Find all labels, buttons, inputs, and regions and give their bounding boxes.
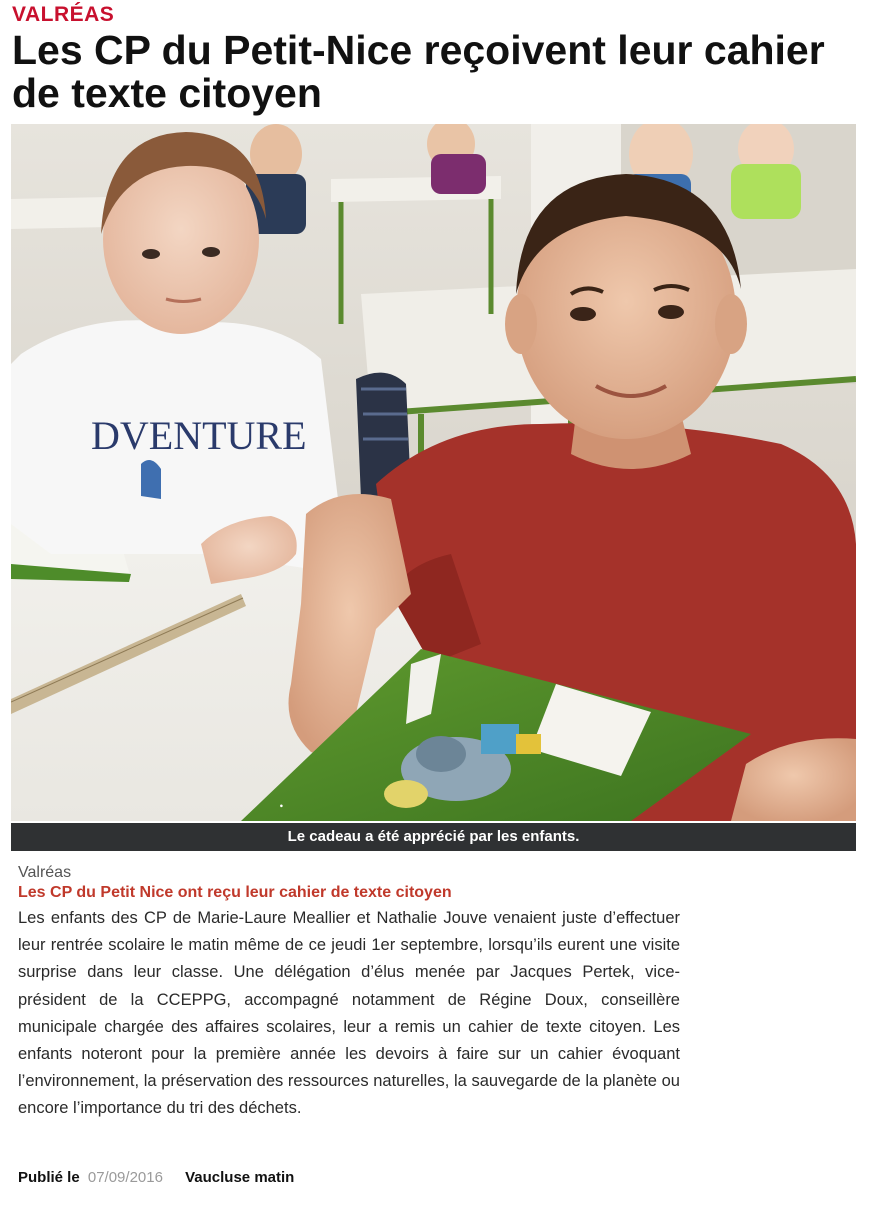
section-kicker: VALRÉAS [12,3,115,26]
tshirt-print: DVENTURE [91,413,307,458]
article-photo [11,124,856,821]
photo-caption: Le cadeau a été apprécié par les enfants. [11,823,856,851]
article-subheadline: Les CP du Petit Nice ont reçu leur cahier de texte citoyen [18,884,452,901]
published-label: Publié le [18,1169,80,1186]
source-name: Vaucluse matin [185,1169,295,1186]
article-body: Les enfants des CP de Marie-Laure Meallier et Nathalie Jouve venaient juste d’effectuer leur rentrée scolaire le matin même de ce jeudi 1er septembre, lorsqu’ils eurent une visite surprise dans leur classe. Une délégation d’élus menée par Jacques Pertek, vice-président de la CCEPPG, accompagné notamment de Régine Doux, conseillère municipale chargée des affaires scolaires, leur a remis un cahier de texte citoyen. Les enfants noteront pour la première année les devoirs à faire sur un cahier évoquant l’environnement, la préservation des ressources naturelles, la sauvegarde de la planète ou encore l’importance du tri des déchets. [18,909,680,1118]
article-headline: Les CP du Petit-Nice reçoivent leur cahier de texte citoyen [12,27,825,116]
article-footer [18,1169,294,1186]
article-location: Valréas [18,864,72,881]
svg-text:·: · [272,792,290,819]
published-date: 07/09/2016 [87,1169,163,1186]
